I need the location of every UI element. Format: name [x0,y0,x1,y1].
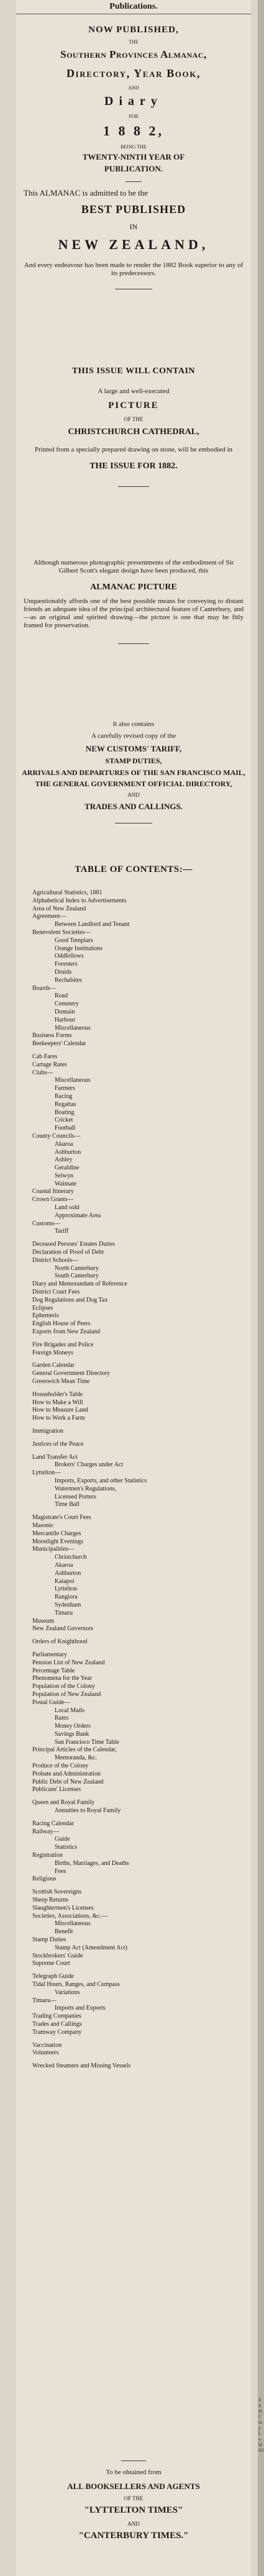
toc-entry: District Court Fees [32,1289,80,1296]
toc-entry: Probate and Administration [32,1770,101,1777]
toc-entry: Tramway Company [32,2028,82,2036]
toc-entry: Exports from New Zealand [32,1328,101,1336]
toc-entry: Rates [55,1715,69,1722]
toc-entry: Business Forms [32,1032,72,1040]
toc-entry: Customs— [32,1220,61,1227]
divider [118,486,149,487]
toc-entry: Pension List of New Zealand [32,1659,105,1666]
toc-entry: San Francisco Time Table [55,1738,119,1746]
toc-entry: Mercantile Charges [32,1530,81,1537]
toc-entry: Volunteers [32,2049,59,2057]
toc-entry: Lyttelton [55,1585,78,1593]
toc-spacer [32,1386,246,1391]
now-published: NOW PUBLISHED, [88,25,179,35]
toc-entry: Geraldine [55,1164,80,1172]
toc-entry: Benevolent Societies— [32,928,91,936]
page-gutter [258,0,264,2576]
divider [125,181,142,182]
toc-entry: Football [55,1125,76,1132]
toc-entry: Postal Guide— [32,1698,71,1706]
toc-entry: Moonlight Evenings [32,1538,83,1545]
issue-heading: THIS ISSUE WILL CONTAIN [71,366,196,376]
government-directory: THE GENERAL GOVERNMENT OFFICIAL DIRECTORY, [35,779,232,788]
gutter-text: Ed th Chiy Lo ld 8d [258,2397,263,2453]
toc-spacer [32,1794,246,1799]
toc-spacer [32,1646,246,1651]
toc-entry: Time Ball [55,1501,80,1508]
being-the: BEING THE [121,144,147,150]
toc-entry: Akaroa [55,1561,73,1569]
toc-entry: Orange Institutions [55,945,102,952]
paragraph-two: Unquestionably affords one of the best possible means for conveying to distant friends an adequate idea of the principal architectural feature of Canterbury, and—as an original and spirited drawing—the picture is one that may be fitly framed for preservation. [24,597,244,629]
toc-entry: Imports, Exports, and other Statistics [55,1477,147,1484]
toc-entry: Slaughtermen's Licenses [32,1904,94,1912]
toc-entry: Percentage Table [32,1667,75,1674]
toc-entry: Timaru— [32,1997,57,2004]
divider [121,2460,146,2461]
section-title: Publications. [109,2,158,11]
toc-spacer [32,1048,246,1053]
toc-entry: Waimate [55,1180,77,1187]
toc-entry: Ashley [55,1156,73,1164]
toc-entry: Orders of Knighthood [32,1638,88,1646]
paragraph-one: Although numerous photographic presentments of the embodiment of Sir Gilbert Scott's elegant design have been produced, this [33,559,234,574]
toc-spacer [32,1357,246,1362]
toc-entry: Diary and Memorandum of Reference [32,1281,127,1288]
toc-spacer [32,1236,246,1241]
toc-entry: Rechabites [55,976,82,984]
toc-entry: Tariff [55,1228,69,1235]
toc-entry: How to Work a Farm [32,1415,85,1422]
toc-entry: Fees [55,1867,66,1875]
trades-callings: TRADES AND CALLINGS. [84,802,183,811]
toc-entry: Statistics [55,1844,78,1851]
toc-entry: Harbour [55,1016,76,1023]
almanac-picture-label: ALMANAC PICTURE [90,583,177,592]
title-block [16,25,251,289]
toc-entry: Imports and Exports [55,2005,106,2012]
publication-label: PUBLICATION. [104,164,163,173]
toc-entry: Societies, Associations, &c.— [32,1912,108,1920]
picture-label: PICTURE [108,401,159,410]
toc-entry: Cricket [55,1117,73,1124]
toc-entry: Trading Companies [32,2013,81,2020]
toc-entry: Garden Calendar [32,1362,75,1369]
toc-spacer [32,1968,246,1973]
toc-entry: Fire Brigades and Police [32,1341,94,1348]
canterbury-times: "CANTERBURY TIMES." [78,2531,189,2541]
toc-spacer [32,1436,246,1441]
toc-entry: Museum [32,1617,54,1625]
admitted-line: This ALMANAC is admitted to be the [24,188,148,197]
toc-entry: Selwyn [55,1172,73,1179]
all-booksellers: ALL BOOKSELLERS AND AGENTS [67,2482,200,2491]
customs-tariff: NEW CUSTOMS' TARIFF, [85,744,182,753]
advertisement-column [16,0,251,2576]
toc-entry: How to Measure Land [32,1407,88,1414]
toc-entry: Regattas [55,1100,76,1108]
toc-entry: Timaru [55,1609,73,1617]
toc-entry: Licensed Porters [55,1493,96,1500]
toc-entry: Alphabetical Index to Advertisements [32,897,127,904]
toc-entry: Registration [32,1852,63,1859]
toc-entry: Local Mails [55,1707,85,1714]
toc-entry: Annuities to Royal Family [55,1807,121,1815]
twenty-ninth-year: TWENTY-NINTH YEAR OF [82,152,185,161]
toc-entry: Stamp Duties [32,1936,66,1944]
toc-entry: Racing Calendar [32,1820,74,1827]
toc-entry: Savings Bank [55,1730,89,1738]
toc-entry: Christchurch [55,1554,87,1561]
toc-entry: Principal Articles of the Calendar, [32,1746,117,1754]
toc-entry: Public Debt of New Zealand [32,1778,104,1785]
toc-spacer [32,1633,246,1638]
also-block [16,720,251,823]
toc-entry: Akaroa [55,1140,73,1148]
the-label: THE [129,39,139,45]
best-published: BEST PUBLISHED [81,203,186,215]
toc-entry: Stamp Act (Amendment Act) [55,1944,127,1951]
toc-entry: Declaration of Proof of Debt [32,1249,104,1256]
toc-entry: Rangiora [55,1594,78,1601]
toc-entry: Memoranda, &c. [55,1754,98,1762]
toc-entry: Land Transfer Act [32,1453,78,1461]
toc-entry: Kaiapoi [55,1577,75,1585]
toc-entry: Watermen's Regulations, [55,1485,117,1492]
toc-spacer [32,2057,246,2062]
obtained-from: To be obtained from [106,2469,162,2476]
toc-entry: Tidal Hours, Ranges, and Compass [32,1981,120,1988]
toc-entry: Produce of the Colony [32,1762,89,1770]
toc-entry: Stockbrokers' Guide [32,1952,83,1959]
issue-for-label: THE ISSUE FOR 1882. [89,461,178,471]
toc-entry: Municipalities— [32,1546,75,1553]
toc-entry: English House of Peers [32,1320,91,1328]
directory-year-book: Directory, Year Book, [66,67,201,79]
toc-entry: New Zealand Governors [32,1625,94,1633]
toc-entry: Oddfellows [55,953,84,960]
diary-label: Diary [104,94,163,108]
toc-entry: How to Make a Will [32,1399,83,1406]
toc-entry: Benefit [55,1928,73,1936]
for-label: FOR [129,114,139,119]
toc-entry: Telegraph Guide [32,1973,74,1980]
new-zealand: NEW ZEALAND, [58,237,209,252]
stamp-duties: STAMP DUTIES, [105,756,162,765]
toc-spacer [32,1423,246,1428]
toc-entry: Money Orders [55,1723,91,1730]
toc-entry: Railway— [32,1828,60,1835]
of-the-footer: OF THE [124,2495,143,2501]
toc-entry: Agreement— [32,913,66,920]
toc-entry: Racing [55,1092,73,1100]
toc-entry: Farmers [55,1085,75,1092]
toc-entry: Guide [55,1836,70,1843]
toc-entry: Approximate Area [55,1212,101,1219]
toc-entry: Agricultural Statistics, 1881 [32,889,102,896]
issue-block [16,366,251,487]
toc-entry: Ephemeris [32,1312,59,1320]
lyttelton-times: "LYTTELTON TIMES" [84,2505,183,2515]
toc-entry: Coastal Itinerary [32,1188,74,1195]
toc-entry: Lyttelton— [32,1469,61,1477]
almanac-name: Southern Provinces Almanac, [60,48,207,60]
toc-entry: Boating [55,1109,75,1116]
toc-entry: Boards— [32,984,57,992]
toc-entry: Wrecked Steamers and Missing Vessels [32,2062,131,2070]
toc-spacer [32,1815,246,1820]
toc-entry: Beekeepers' Calendar [32,1040,86,1048]
toc-entry: Dog Regulations and Dog Tax [32,1296,108,1304]
and-label-2: AND [127,792,140,798]
toc-entry: Immigration [32,1428,63,1435]
toc-spacer [32,1336,246,1341]
divider [118,643,149,644]
toc-entry: Miscellaneous [55,1920,91,1928]
toc-entry: Brokers' Charges under Act [55,1461,124,1469]
also-contains: It also contains [112,720,155,728]
and-footer: AND [127,2521,140,2527]
toc-list [32,889,246,2070]
toc-entry: South Canterbury [55,1272,99,1280]
printed-text: Printed from a specially prepared drawing on stone, will be embodied in [34,446,233,453]
toc-entry: Householder's Table [32,1390,83,1398]
toc-entry: Cartage Rates [32,1061,67,1068]
toc-spacer [32,1884,246,1889]
toc-entry: Supreme Court [32,1960,70,1967]
toc-entry: Cab Fares [32,1053,58,1060]
toc-spacer [32,1449,246,1454]
toc-spacer [32,2037,246,2042]
toc-spacer [32,1509,246,1514]
toc-entry: Eclipses [32,1304,53,1312]
arrivals-departures: ARRIVALS AND DEPARTURES OF THE SAN FRANCISCO MAIL, [22,768,245,777]
toc-entry: Parliamentary [32,1651,68,1658]
cathedral-label: CHRISTCHURCH CATHEDRAL, [68,427,199,437]
toc-entry: Miscellaneous [55,1077,91,1084]
large-well-executed: A large and well-executed [98,388,170,395]
toc-entry: Between Landlord and Tenant [55,921,130,928]
toc-entry: Phenomena for the Year [32,1675,93,1682]
toc-entry: Druids [55,968,72,976]
toc-entry: Justices of the Peace [32,1440,84,1448]
toc-entry: Masonic [32,1522,54,1529]
toc-entry: Foresters [55,961,78,968]
and-label: AND [128,85,139,91]
toc-entry: Land sold [55,1204,80,1212]
toc-heading-block [16,864,251,875]
footer-block [16,2460,251,2541]
section-header [16,0,251,14]
toc-entry: Area of New Zealand [32,905,86,912]
year-label: 1 8 8 2, [103,123,164,138]
toc-entry: Publicans' Licenses [32,1786,81,1794]
in-label: IN [129,222,138,231]
toc-entry: Greenwich Mean Time [32,1378,90,1386]
toc-entry: Deceased Persons' Estates Duties [32,1241,116,1248]
toc-entry: Miscellaneous [55,1024,91,1032]
body-block [16,559,251,644]
toc-entry: Queen and Royal Family [32,1799,95,1807]
toc-entry: Good Templars [55,937,93,944]
toc-entry: Ashburton [55,1569,81,1577]
toc-entry: Population of New Zealand [32,1690,101,1698]
toc-entry: County Councils— [32,1132,81,1140]
toc-entry: Trades and Callings [32,2020,82,2028]
toc-entry: Magistrate's Court Fees [32,1514,91,1522]
toc-entry: Scottish Sovereigns [32,1889,82,1896]
toc-entry: Sydenham [55,1601,81,1608]
toc-entry: Foreign Moneys [32,1349,73,1356]
toc-entry: Religious [32,1875,57,1883]
toc-entry: Vaccination [32,2041,62,2049]
toc-entry: Crown Grants— [32,1196,74,1204]
toc-entry: Road [55,992,68,1000]
toc-entry: Domain [55,1008,75,1015]
toc-entry: Variations [55,1989,80,1996]
toc-entry: North Canterbury [55,1264,99,1272]
toc-entry: Population of the Colony [32,1683,95,1690]
toc-entry: Clubs— [32,1069,53,1076]
toc-entry: Sheep Returns [32,1897,69,1904]
of-the-label: OF THE [124,416,143,422]
toc-entry: Births, Marriages, and Deaths [55,1859,129,1867]
toc-entry: Cemetery [55,1000,79,1008]
revised-copy: A carefully revised copy of the [91,732,176,740]
toc-entry: Ashburton [55,1148,81,1156]
toc-entry: General Government Directory [32,1370,110,1377]
toc-entry: District Schools— [32,1256,79,1264]
endeavour-text: And every endeavour has been made to render the 1882 Book superior to any of its predecessors. [24,261,244,277]
toc-heading: TABLE OF CONTENTS:— [75,864,193,874]
